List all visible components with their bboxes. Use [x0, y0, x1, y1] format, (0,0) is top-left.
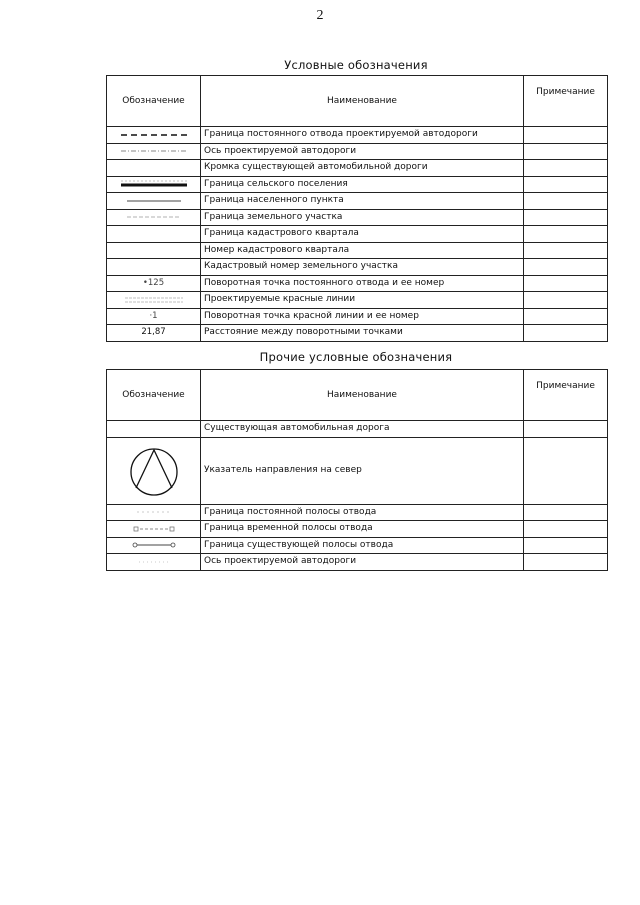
- legend-table: [106, 75, 608, 342]
- row-name: Указатель направления на север: [201, 437, 524, 504]
- header-name: Наименование: [201, 370, 524, 421]
- table-row: [107, 193, 608, 210]
- legend-title: Условные обозначения: [284, 58, 428, 72]
- blank-symbol: [107, 421, 201, 438]
- faint-dotted-line-icon: [107, 504, 201, 521]
- row-name: Существующая автомобильная дорога: [201, 421, 524, 438]
- temp-boundary-line-icon: [107, 521, 201, 538]
- dash-dot-line-icon: [107, 143, 201, 160]
- dashed-line-icon: [107, 127, 201, 144]
- row-note: [524, 176, 608, 193]
- row-note: [524, 437, 608, 504]
- red-line-point-icon: [107, 308, 201, 325]
- row-note: [524, 554, 608, 571]
- table-row: [107, 554, 608, 571]
- table-row: [107, 437, 608, 504]
- distance-label: 21,87: [141, 327, 166, 338]
- row-note: [524, 127, 608, 144]
- blank-symbol: [107, 160, 201, 177]
- row-name: Граница постоянного отвода проектируемой автодороги: [201, 127, 524, 144]
- row-note: [524, 275, 608, 292]
- row-note: [524, 537, 608, 554]
- table-row: [107, 504, 608, 521]
- row-name: Кромка существующей автомобильной дороги: [201, 160, 524, 177]
- blank-symbol: [107, 226, 201, 243]
- other-legend-title: Прочие условные обозначения: [259, 350, 453, 364]
- row-name: Поворотная точка постоянного отвода и ее номер: [201, 275, 524, 292]
- table-row: [107, 521, 608, 538]
- table-row: [107, 176, 608, 193]
- red-line-point-label: ·1: [149, 310, 158, 321]
- row-name: Ось проектируемой автодороги: [201, 143, 524, 160]
- row-name: Номер кадастрового квартала: [201, 242, 524, 259]
- blank-symbol: [107, 242, 201, 259]
- other-legend-header-row: [107, 370, 608, 421]
- table-row: [107, 226, 608, 243]
- point-number-icon: [107, 275, 201, 292]
- row-note: [524, 143, 608, 160]
- table-row: [107, 421, 608, 438]
- row-name: Ось проектируемой автодороги: [201, 554, 524, 571]
- page-number: 2: [316, 8, 324, 23]
- header-symbol: Обозначение: [107, 370, 201, 421]
- row-note: [524, 325, 608, 342]
- blank-symbol: [107, 259, 201, 276]
- row-note: [524, 292, 608, 309]
- existing-boundary-line-icon: [107, 537, 201, 554]
- row-name: Граница земельного участка: [201, 209, 524, 226]
- row-name: Кадастровый номер земельного участка: [201, 259, 524, 276]
- table-row: [107, 308, 608, 325]
- faint-dotted-line-icon: [107, 554, 201, 571]
- table-row: [107, 127, 608, 144]
- row-name: Граница временной полосы отвода: [201, 521, 524, 538]
- row-name: Граница сельского поселения: [201, 176, 524, 193]
- header-note: Примечание: [524, 76, 608, 127]
- header-note: Примечание: [524, 370, 608, 421]
- row-note: [524, 504, 608, 521]
- row-name: Проектируемые красные линии: [201, 292, 524, 309]
- row-name: Граница постоянной полосы отвода: [201, 504, 524, 521]
- header-name: Наименование: [201, 76, 524, 127]
- row-name: Расстояние между поворотными точками: [201, 325, 524, 342]
- distance-label-cell: [107, 325, 201, 342]
- table-row: [107, 292, 608, 309]
- row-name: Граница существующей полосы отвода: [201, 537, 524, 554]
- row-note: [524, 259, 608, 276]
- other-legend-table: [106, 369, 608, 571]
- table-row: [107, 160, 608, 177]
- row-name: Граница населенного пункта: [201, 193, 524, 210]
- header-symbol: Обозначение: [107, 76, 201, 127]
- row-note: [524, 242, 608, 259]
- table-row: [107, 325, 608, 342]
- double-faint-line-icon: [107, 292, 201, 309]
- point-number-label: •125: [142, 277, 165, 288]
- table-row: [107, 275, 608, 292]
- faint-dashed-line-icon: [107, 209, 201, 226]
- row-name: Граница кадастрового квартала: [201, 226, 524, 243]
- table-row: [107, 537, 608, 554]
- legend-header-row: [107, 76, 608, 127]
- north-arrow-icon: [107, 437, 201, 504]
- row-note: [524, 209, 608, 226]
- row-note: [524, 193, 608, 210]
- table-row: [107, 143, 608, 160]
- row-note: [524, 226, 608, 243]
- table-row: [107, 242, 608, 259]
- thick-line-icon: [107, 176, 201, 193]
- row-note: [524, 160, 608, 177]
- row-note: [524, 521, 608, 538]
- row-note: [524, 421, 608, 438]
- table-row: [107, 209, 608, 226]
- row-note: [524, 308, 608, 325]
- row-name: Поворотная точка красной линии и ее номер: [201, 308, 524, 325]
- thin-line-icon: [107, 193, 201, 210]
- table-row: [107, 259, 608, 276]
